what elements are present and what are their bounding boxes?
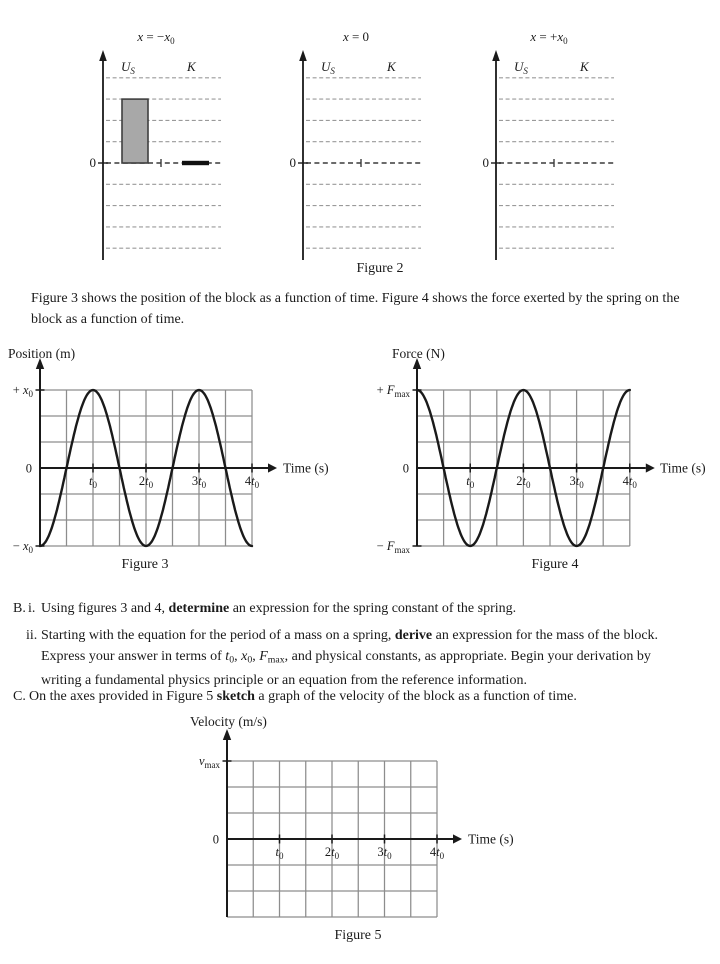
time-tick-label: $t_0$ — [89, 474, 97, 490]
question-b-label: B. — [13, 601, 26, 616]
text-segment: an expression for the mass of the block. Express your answer in terms of — [41, 628, 659, 664]
y-axis-arrowhead — [492, 50, 500, 61]
us-energy-bar — [122, 99, 148, 163]
k-energy-bar-zero — [182, 161, 209, 165]
y-axis-arrowhead — [99, 50, 107, 61]
time-tick-label: $t_0$ — [275, 845, 284, 861]
text-segment: x — [241, 648, 248, 664]
time-axis-title: Time (s) — [283, 460, 329, 476]
value-axis-title: Velocity (m/s) — [190, 714, 267, 729]
time-tick-label: $4t_0$ — [622, 474, 637, 490]
question-b-i-text — [41, 599, 689, 620]
figure-caption: Figure 4 — [531, 557, 579, 572]
figure4-force-time-graph — [355, 345, 711, 585]
text-segment: t — [225, 648, 230, 664]
time-axis-arrowhead — [268, 463, 277, 472]
text-segment: sketch — [216, 689, 255, 704]
time-tick-label: $4t_0$ — [244, 474, 260, 490]
question-b-ii-text — [41, 626, 691, 692]
value-zero-label: 0 — [25, 461, 32, 476]
question-b-i-label: i. — [28, 601, 36, 616]
figure2-energy-bar-chart-x-neg-x0 — [85, 25, 255, 270]
y-axis-arrowhead — [299, 50, 307, 61]
k-column-label: K — [387, 59, 396, 74]
time-axis-arrowhead — [646, 463, 655, 472]
figure2-caption: Figure 2 — [356, 261, 404, 276]
time-axis-title: Time (s) — [660, 460, 706, 476]
figure-caption: Figure 5 — [334, 928, 382, 943]
value-axis-title: Position (m) — [8, 346, 76, 361]
energy-chart-title: $x = +x_0$ — [530, 29, 568, 46]
figure5-velocity-time-sketch-grid — [150, 713, 522, 955]
zero-label: 0 — [482, 155, 489, 170]
text-segment: 0 — [247, 654, 253, 666]
time-tick-label: $4t_0$ — [429, 845, 445, 861]
value-axis-arrowhead — [223, 729, 231, 740]
time-tick-label: $3t_0$ — [377, 845, 392, 861]
question-b-ii-label: ii. — [26, 628, 38, 643]
text-segment: a graph of the velocity of the block as a function of time. — [254, 689, 577, 704]
us-column-label: $U_S$ — [121, 59, 135, 76]
value-zero-label: 0 — [212, 832, 219, 847]
us-column-label: $U_S$ — [321, 59, 335, 76]
k-column-label: K — [580, 59, 589, 74]
time-tick-label: $3t_0$ — [191, 474, 207, 490]
text-segment: 0 — [229, 654, 235, 666]
time-tick-label: $t_0$ — [466, 474, 475, 490]
value-min-label: − $x_0$ — [12, 539, 33, 555]
time-axis-arrowhead — [453, 834, 462, 843]
text-segment: F — [259, 648, 268, 664]
time-axis-title: Time (s) — [468, 831, 514, 847]
value-zero-label: 0 — [402, 461, 409, 476]
value-max-label: $v_{max}$ — [198, 754, 220, 770]
value-min-label: − $F_{max}$ — [376, 539, 410, 555]
zero-label: 0 — [289, 155, 296, 170]
k-column-label: K — [187, 59, 196, 74]
text-segment: determine — [168, 601, 230, 616]
time-tick-label: $2t_0$ — [324, 845, 340, 861]
time-tick-label: $2t_0$ — [516, 474, 531, 490]
value-axis-title: Force (N) — [392, 346, 445, 361]
energy-chart-title: $x = -x_0$ — [137, 29, 175, 46]
intro-paragraph: Figure 3 shows the position of the block as a function of time. Figure 4 shows the force exerted by the spring on the block as a function of time. — [31, 291, 680, 327]
figure2-energy-bar-chart-x-pos-x0 — [478, 25, 648, 270]
text-segment: derive — [394, 628, 433, 643]
figure3-position-time-graph — [0, 345, 335, 585]
zero-label: 0 — [89, 155, 96, 170]
text-segment: Using figures 3 and 4, — [41, 601, 169, 616]
us-column-label: $U_S$ — [514, 59, 528, 76]
time-tick-label: $2t_0$ — [138, 474, 154, 490]
question-c-label: C. — [13, 689, 26, 704]
question-c-text — [29, 687, 709, 708]
text-segment: , and physical constants, as appropriate. Begin your derivation by writing a fundamental physics principle or an equation from the reference information. — [41, 648, 651, 688]
value-max-label: + $x_0$ — [12, 383, 33, 399]
figure-caption: Figure 3 — [121, 557, 169, 572]
text-segment: , — [252, 648, 260, 664]
value-max-label: + $F_{max}$ — [376, 383, 410, 399]
text-segment: Starting with the equation for the period of a mass on a spring, — [41, 628, 395, 643]
text-segment: max — [267, 654, 285, 666]
text-segment: On the axes provided in Figure 5 — [29, 689, 217, 704]
energy-chart-title: x = 0 — [342, 29, 370, 44]
figure2-energy-bar-chart-x-0 — [285, 25, 455, 270]
text-segment: an expression for the spring constant of the spring. — [229, 601, 517, 616]
text-segment: , — [234, 648, 242, 664]
time-tick-label: $3t_0$ — [569, 474, 584, 490]
